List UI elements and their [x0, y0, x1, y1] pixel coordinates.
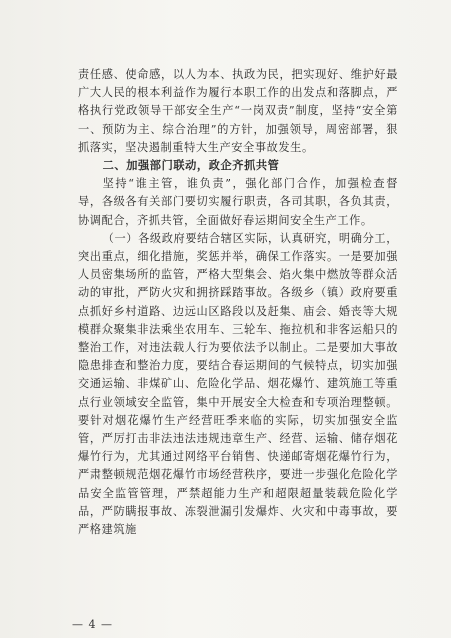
section-heading: 二、加强部门联动，政企齐抓共管	[102, 159, 280, 173]
page-number: — 4 —	[72, 618, 113, 631]
paragraph-continuation: 责任感、使命感，以人为本、执政为民，把实现好、维护好最广大人民的根本利益作为履行本职工作的出发点和落脚点，严格执行党政领导干部安全生产“一岗双责”制度，坚持“安全第一、预防为主、综合治理”的方针，加强领导，周密部署，狠抓落实，坚决遏制重特大生产安全事故发生。	[78, 68, 398, 154]
paragraph-government-duties: （一）各级政府要结合辖区实际，认真研究，明确分工，突出重点，细化措施，奖惩并举，确保工作落实。一是要加强人员密集场所的监管，严格大型集会、焰火集中燃放等群众活动的审批，严防火灾和拥挤踩踏事故。各级乡（镇）政府要重点抓好乡村道路、边远山区路段以及赶集、庙会、婚丧等大规模群众聚集非法乘坐农用车、三轮车、拖拉机和非客运船只的整治工作，对违法载人行为要依法予以制止。二是要加大事故隐患排查和整治力度，要结合春运期间的气候特点，切实加强交通运输、非煤矿山、危险化学品、烟花爆竹、建筑施工等重点行业领域安全监管，集中开展安全大检查和专项治理整顿。要针对烟花爆竹生产经营旺季来临的实际，切实加强安全监管，严厉打击非法违法违规违章生产、经营、运输、储存烟花爆竹行为，尤其通过网络平台销售、快递邮寄烟花爆竹行为，严肃整顿规范烟花爆竹市场经营秩序，要进一步强化危险化学品安全监管管理，严禁超能力生产和超限超量装载危险化学品，严防瞒报事故、冻裂泄漏引发爆炸、火灾和中毒事故，要严格建筑施	[78, 231, 398, 537]
document-body	[78, 66, 398, 539]
paragraph-principle: 坚持“谁主管，谁负责”，强化部门合作，加强检查督导，各级各有关部门要切实履行职责，各司其职，各负其责，协调配合，齐抓共管，全面做好春运期间安全生产工作。	[78, 177, 398, 227]
